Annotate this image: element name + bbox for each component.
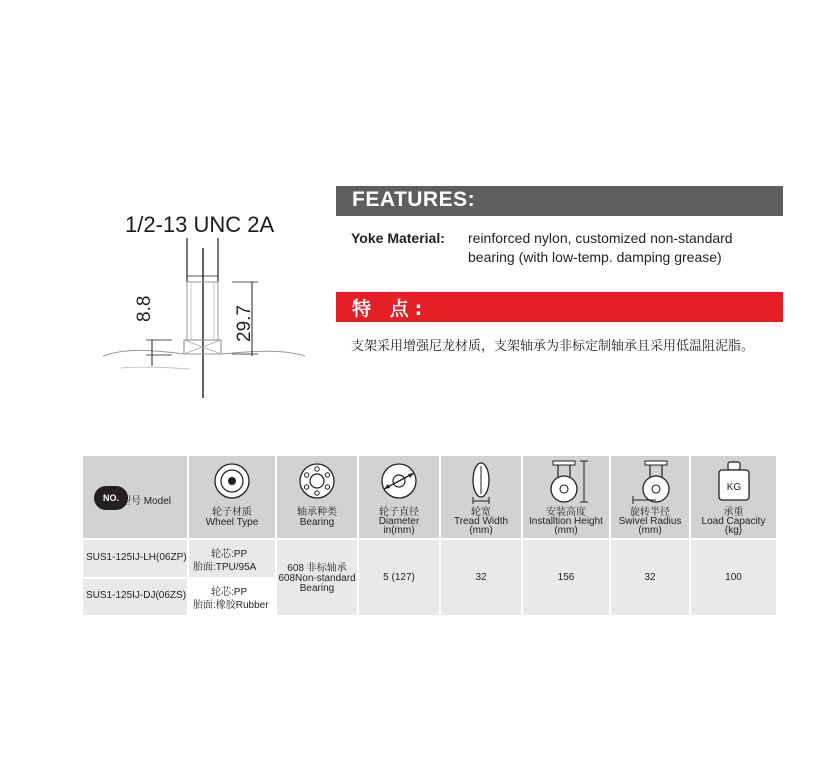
cn-features-title: 特 点: <box>352 298 429 320</box>
dimension-small-label: 8.8 <box>134 295 155 322</box>
no-badge: NO. <box>94 486 128 510</box>
yoke-material-label: Yoke Material: <box>351 230 445 246</box>
thread-spec-label: 1/2-13 UNC 2A <box>125 212 275 237</box>
installation-height-icon <box>545 458 589 504</box>
header-swivel-radius-cn: 旋转半径 <box>630 507 670 518</box>
header-tread-width <box>441 456 521 538</box>
header-swivel-radius <box>611 456 689 538</box>
header-installation-height-cn: 安装高度 <box>546 507 586 518</box>
bearing-line3: Bearing <box>299 583 335 594</box>
yoke-material-text-line1: reinforced nylon, customized non-standard <box>468 230 733 246</box>
header-diameter-en: Diameter <box>378 516 420 527</box>
installation-height-value: 156 <box>557 572 575 583</box>
header-load-capacity-cn: 承重 <box>723 507 744 518</box>
header-tread-width-cn: 轮宽 <box>471 507 491 518</box>
tread-width-icon <box>465 460 497 504</box>
header-wheel-type <box>189 456 275 538</box>
diameter-value: 5 (127) <box>383 572 415 583</box>
row-1-wheel-line1: 轮芯:PP <box>211 549 248 560</box>
diameter-cell <box>359 540 439 615</box>
swivel-radius-cell <box>611 540 689 615</box>
dimension-large-label: 29.7 <box>234 305 255 342</box>
tread-width-cell <box>441 540 521 615</box>
header-diameter <box>359 456 439 538</box>
features-title: FEATURES: <box>352 188 476 211</box>
row-1-wheel-line2: 胎面:TPU/95A <box>193 562 257 573</box>
bearing-icon <box>298 462 336 500</box>
model-header-label: 型号 Model <box>121 496 172 507</box>
row-2-wheel-cell <box>189 579 275 615</box>
header-swivel-radius-en: Swivel Radius <box>618 516 682 527</box>
header-tread-width-en: Tread Width <box>453 516 509 527</box>
header-bearing-en: Bearing <box>299 517 335 528</box>
header-installation-height <box>523 456 609 538</box>
row-2-wheel-line1: 轮芯:PP <box>211 587 248 598</box>
header-diameter-unit: in(mm) <box>383 525 415 536</box>
header-load-capacity <box>691 456 776 538</box>
bearing-line2: 608Non-standard <box>278 573 356 584</box>
model-header-cell <box>83 456 187 538</box>
header-installation-height-unit: (mm) <box>554 525 578 536</box>
row-1-model-cell <box>83 540 187 577</box>
header-wheel-type-en: Wheel Type <box>205 517 259 528</box>
stem-drawing <box>95 205 325 410</box>
swivel-radius-icon <box>629 458 673 504</box>
header-load-capacity-unit: (kg) <box>724 525 743 536</box>
load-capacity-cell <box>691 540 776 615</box>
spec-table <box>83 456 776 615</box>
header-bearing-cn: 轴承种类 <box>297 507 337 518</box>
row-1-model: SUS1-125IJ-LH(06ZP) <box>86 552 187 563</box>
tread-width-value: 32 <box>475 572 487 583</box>
header-tread-width-unit: (mm) <box>469 525 493 536</box>
load-capacity-icon <box>715 459 753 505</box>
wheel-icon <box>213 462 251 500</box>
row-1-wheel-cell <box>189 540 275 577</box>
load-capacity-value: 100 <box>725 572 742 583</box>
installation-height-cell <box>523 540 609 615</box>
header-installation-height-en: Installtion Height <box>529 516 603 527</box>
header-diameter-cn: 轮子直径 <box>379 507 419 518</box>
header-swivel-radius-unit: (mm) <box>638 525 662 536</box>
cn-features-text: 支架采用增强尼龙材质，支架轴承为非标定制轴承且采用低温阻泥脂。 <box>351 339 755 354</box>
header-bearing <box>277 456 357 538</box>
diameter-icon <box>380 462 418 500</box>
row-2-wheel-line2: 胎面:橡胶Rubber <box>193 600 269 611</box>
bearing-line1: 608 非标轴承 <box>287 563 347 574</box>
bearing-cell <box>277 540 357 615</box>
yoke-material-text-line2: bearing (with low-temp. damping grease) <box>468 249 722 265</box>
row-2-model-cell <box>83 579 187 615</box>
header-wheel-type-cn: 轮子材质 <box>212 507 252 518</box>
load-capacity-icon-text: KG <box>726 482 742 493</box>
row-2-model: SUS1-125IJ-DJ(06ZS) <box>86 590 187 601</box>
swivel-radius-value: 32 <box>644 572 656 583</box>
header-load-capacity-en: Load Capacity <box>701 516 766 527</box>
